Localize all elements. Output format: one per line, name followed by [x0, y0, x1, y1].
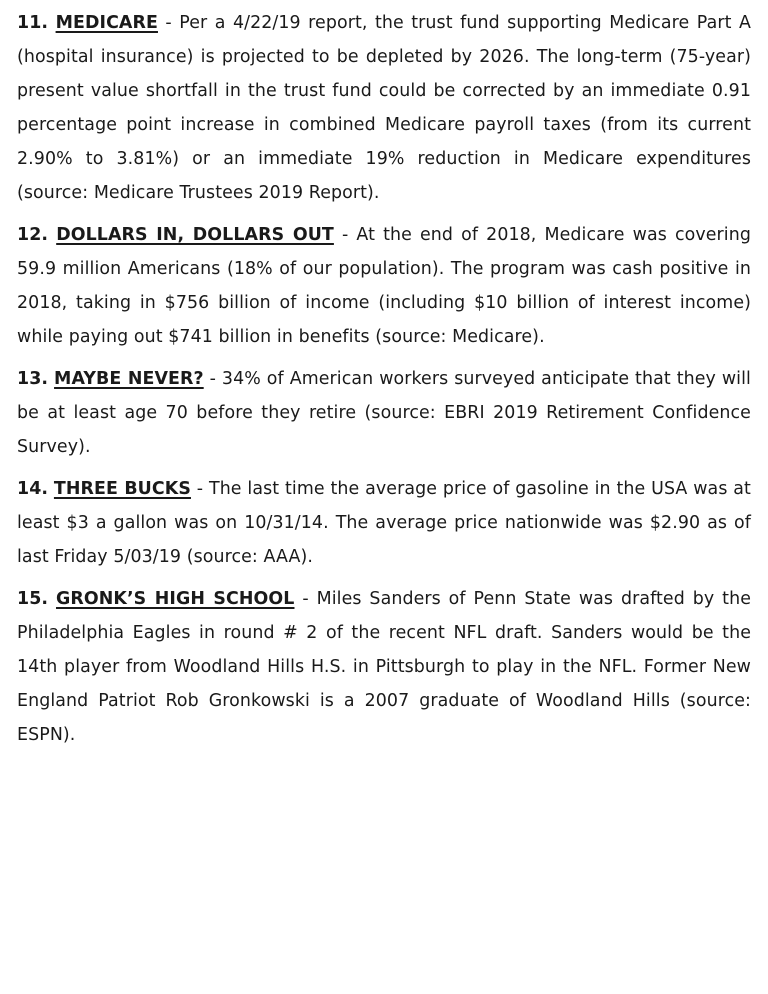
item-body: - At the end of 2018, Medicare was covering 59.9 million Americans (18% of our population). The program was cash positive in 2018, taking in $756 billion of income (including $10 billion of interest income) while paying out $741 billion in benefits (source: Medicare).	[17, 225, 751, 347]
item-medicare	[17, 6, 751, 210]
item-number: 13.	[17, 369, 49, 389]
item-number: 11.	[17, 13, 49, 33]
item-body: - Miles Sanders of Penn State was drafted by the Philadelphia Eagles in round # 2 of the recent NFL draft. Sanders would be the 14th player from Woodland Hills H.S. in Pittsburgh to play in the NFL. Former New England Patriot Rob Gronkowski is a 2007 graduate of Woodland Hills (source: ESPN).	[17, 589, 752, 745]
item-number: 15.	[17, 589, 49, 609]
item-heading: THREE BUCKS	[53, 479, 191, 499]
item-dollars-in-dollars-out	[17, 218, 751, 354]
item-heading: MEDICARE	[55, 13, 158, 33]
document-page	[17, 6, 751, 760]
item-body: - The last time the average price of gasoline in the USA was at least $3 a gallon was on 10/31/14. The average price nationwide was $2.90 as of last Friday 5/03/19 (source: AAA).	[17, 479, 751, 567]
item-number: 12.	[17, 225, 49, 245]
item-heading: DOLLARS IN, DOLLARS OUT	[56, 225, 334, 245]
item-heading: MAYBE NEVER?	[54, 369, 204, 389]
item-gronks-high-school	[17, 582, 751, 752]
item-three-bucks	[17, 472, 751, 574]
item-number: 14.	[17, 479, 49, 499]
item-body: - 34% of American workers surveyed anticipate that they will be at least age 70 before they retire (source: EBRI 2019 Retirement Confidence Survey).	[17, 369, 751, 457]
item-maybe-never	[17, 362, 751, 464]
item-body: - Per a 4/22/19 report, the trust fund supporting Medicare Part A (hospital insurance) is projected to be depleted by 2026. The long-term (75-year) present value shortfall in the trust fund could be corrected by an immediate 0.91 percentage point increase in combined Medicare payroll taxes (from its current 2.90% to 3.81%) or an immediate 19% reduction in Medicare expenditures (source: Medicare Trustees 2019 Report).	[17, 13, 751, 203]
item-heading: GRONK’S HIGH SCHOOL	[56, 589, 295, 609]
